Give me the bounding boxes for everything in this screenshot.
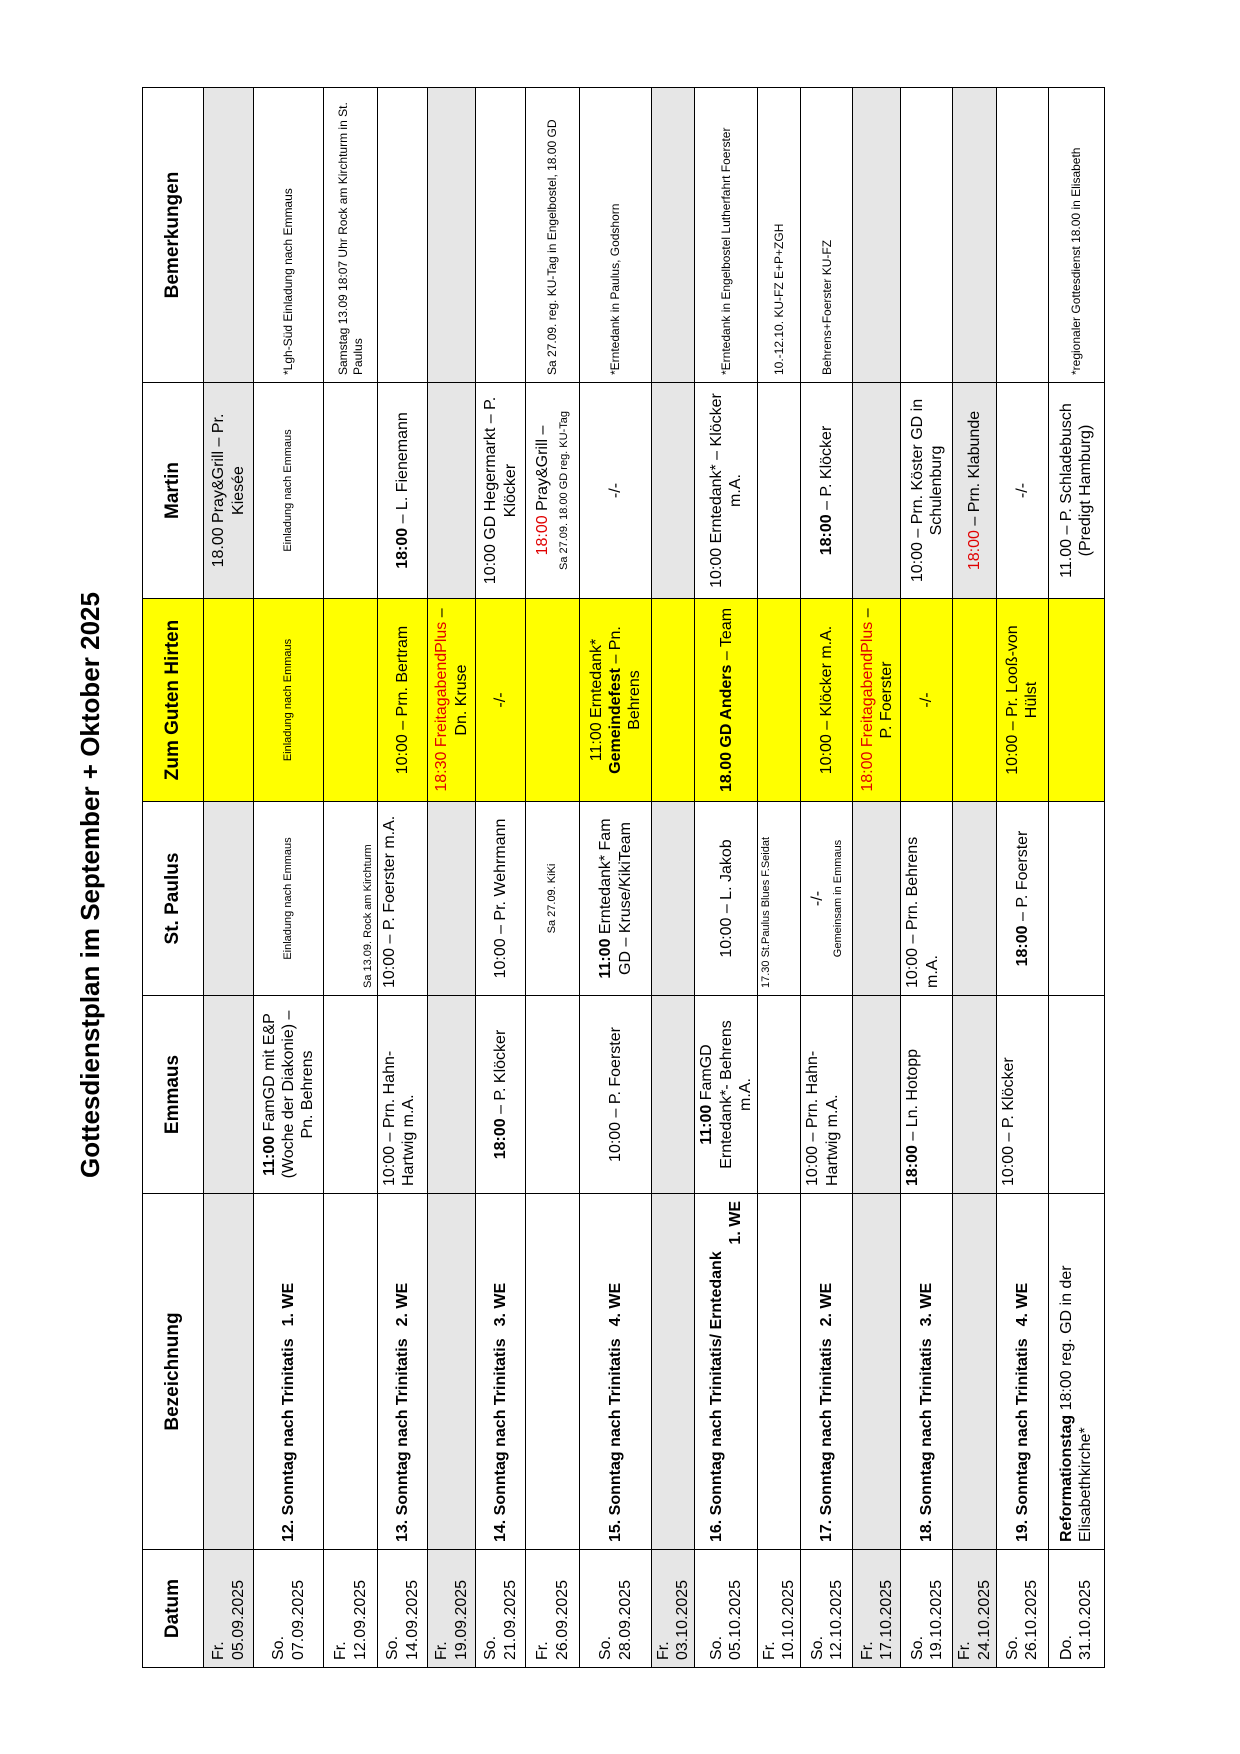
table-row [652, 88, 695, 1668]
date-cell: So. 14.09.2025 [378, 1550, 428, 1668]
note-cell: 10.-12.10. KU-FZ E+P+ZGH [757, 88, 800, 383]
we-label: 4. WE [606, 1282, 624, 1327]
martin-cell: 10:00 Erntedank* – Klöcker m.A. [695, 383, 758, 599]
bezeichnung-cell [953, 1194, 996, 1550]
emmaus-cell [254, 996, 324, 1194]
hirten-cell [526, 599, 580, 802]
note-cell [853, 88, 901, 383]
emmaus-cell: 10:00 – P. Foerster [580, 996, 652, 1194]
note-cell [204, 88, 254, 383]
emmaus-time: 18:00 [491, 1118, 509, 1160]
emmaus-time: 18:00 [904, 1145, 922, 1186]
note-cell [476, 88, 526, 383]
paulus-cell [428, 802, 476, 996]
note-cell: Samstag 13.09 18:07 Uhr Rock am Kirchturm in St. Paulus [324, 88, 378, 383]
paulus-cell: 10:00 – Prn. Behrens m.A. [901, 802, 953, 996]
bezeichnung-cell [901, 1194, 953, 1550]
note-cell: *Erntedank in Paulus, Godshorn [580, 88, 652, 383]
martin-text: – Prn. Klabunde [965, 410, 983, 531]
hirten-cell [757, 599, 800, 802]
service-name: 13. Sonntag nach Trinitatis [393, 1338, 411, 1542]
table-row [901, 88, 953, 1668]
date-cell: Fr. 24.10.2025 [953, 1550, 996, 1668]
date-cell: So. 21.09.2025 [476, 1550, 526, 1668]
martin-cell: 18.00 Pray&Grill – Pr. Kiesée [204, 383, 254, 599]
hirten-cell [1048, 599, 1104, 802]
martin-cell: 11.00 – P. Schladebusch (Predigt Hamburg) [1048, 383, 1104, 599]
page-title: Gottesdienstplan im September + Oktober 2025 [75, 592, 105, 1178]
we-label: 3. WE [918, 1282, 936, 1327]
hirten-line1: 11:00 Erntedank* [587, 638, 605, 762]
emmaus-cell [428, 996, 476, 1194]
date-cell: Fr. 05.09.2025 [204, 1550, 254, 1668]
emmaus-cell [853, 996, 901, 1194]
emmaus-time: 11:00 [260, 1135, 278, 1176]
we-label: 4. WE [1013, 1282, 1031, 1327]
martin-cell [428, 383, 476, 599]
schedule-table [142, 87, 1105, 1668]
header-emmaus: Emmaus [143, 996, 204, 1194]
hirten-red-text: 18:30 FreitagabendPlus [433, 621, 451, 792]
paulus-text: -/- [808, 890, 826, 907]
bezeichnung-cell [580, 1194, 652, 1550]
paulus-cell [580, 802, 652, 996]
we-label: 2. WE [393, 1282, 411, 1327]
emmaus-cell: 10:00 – Prn. Hahn-Hartwig m.A. [378, 996, 428, 1194]
martin-text: – P. Klöcker [818, 425, 836, 515]
paulus-cell [801, 802, 853, 996]
martin-cell: -/- [996, 383, 1048, 599]
hirten-cell [652, 599, 695, 802]
date-cell: Fr. 03.10.2025 [652, 1550, 695, 1668]
date-cell: So. 12.10.2025 [801, 1550, 853, 1668]
emmaus-time: 11:00 [698, 1104, 716, 1145]
date-cell: Fr. 12.09.2025 [324, 1550, 378, 1668]
bezeichnung-cell [652, 1194, 695, 1550]
table-row [853, 88, 901, 1668]
we-label: 3. WE [491, 1282, 509, 1327]
martin-red-text: 18:00 [534, 515, 552, 556]
martin-small-text: Sa 27.09. 18.00 GD reg. KU-Tag [557, 411, 570, 570]
table-row [801, 88, 853, 1668]
emmaus-cell [901, 996, 953, 1194]
hirten-bold-text: 18.00 GD Anders [717, 664, 735, 793]
bezeichnung-extra: 18:00 reg. GD in der Elisabethkirche* [1058, 1265, 1095, 1542]
note-cell [996, 88, 1048, 383]
note-cell: *regionaler Gottesdienst 18.00 in Elisabeth [1048, 88, 1104, 383]
schedule-sheet [142, 88, 1095, 1668]
martin-time: 18:00 [818, 514, 836, 556]
table-row [428, 88, 476, 1668]
bezeichnung-cell [757, 1194, 800, 1550]
martin-text: Pray&Grill – [534, 425, 552, 516]
we-label: 2. WE [818, 1282, 836, 1327]
paulus-text: – P. Foerster [1013, 830, 1031, 926]
emmaus-cell [526, 996, 580, 1194]
service-name: 14. Sonntag nach Trinitatis [491, 1338, 509, 1542]
service-name: 15. Sonntag nach Trinitatis [606, 1338, 624, 1542]
hirten-cell: -/- [476, 599, 526, 802]
service-name: 18. Sonntag nach Trinitatis [918, 1338, 936, 1542]
note-cell [953, 88, 996, 383]
table-row [757, 88, 800, 1668]
paulus-cell: 10:00 – P. Foerster m.A. [378, 802, 428, 996]
martin-cell: Einladung nach Emmaus [254, 383, 324, 599]
table-row [580, 88, 652, 1668]
table-row [1048, 88, 1104, 1668]
paulus-text: Erntedank* Fam GD – Kruse/KikiTeam [597, 818, 634, 975]
emmaus-text: – P. Klöcker [491, 1029, 509, 1119]
emmaus-cell: 10:00 – P. Klöcker [996, 996, 1048, 1194]
note-cell: Behrens+Foerster KU-FZ [801, 88, 853, 383]
hirten-text: – Dn. Kruse [433, 608, 470, 736]
service-name: 12. Sonntag nach Trinitatis [279, 1338, 297, 1542]
note-cell: *Erntedank in Engelbostel Lutherfahrt Foerster [695, 88, 758, 383]
table-row [378, 88, 428, 1668]
martin-cell: 10:00 GD Hegermarkt – P. Klöcker [476, 383, 526, 599]
emmaus-cell [953, 996, 996, 1194]
martin-cell [378, 383, 428, 599]
hirten-cell [204, 599, 254, 802]
table-row [476, 88, 526, 1668]
note-cell: *Lgh-Süd Einladung nach Emmaus [254, 88, 324, 383]
emmaus-cell [695, 996, 758, 1194]
paulus-cell [996, 802, 1048, 996]
martin-cell [324, 383, 378, 599]
martin-time: 18:00 [393, 527, 411, 569]
hirten-text: – P. Foerster [858, 608, 895, 739]
paulus-cell [853, 802, 901, 996]
bezeichnung-cell [801, 1194, 853, 1550]
service-name: Reformationstag [1058, 1414, 1075, 1542]
bezeichnung-cell [378, 1194, 428, 1550]
paulus-cell: Sa 27.09. KiKi [526, 802, 580, 996]
table-row [695, 88, 758, 1668]
bezeichnung-cell [204, 1194, 254, 1550]
date-cell: So. 28.09.2025 [580, 1550, 652, 1668]
hirten-cell: 10:00 – Prn. Bertram [378, 599, 428, 802]
header-bemerkungen: Bemerkungen [143, 88, 204, 383]
hirten-bold-text: Gemeindefest [606, 668, 624, 774]
table-row [204, 88, 254, 1668]
martin-cell [801, 383, 853, 599]
hirten-text: – Pn. Behrens [606, 626, 644, 730]
martin-cell [757, 383, 800, 599]
bezeichnung-cell [695, 1194, 758, 1550]
header-zum-guten-hirten: Zum Guten Hirten [143, 599, 204, 802]
paulus-cell: 10:00 – Pr. Wehrmann [476, 802, 526, 996]
martin-cell [652, 383, 695, 599]
header-martin: Martin [143, 383, 204, 599]
table-row [526, 88, 580, 1668]
bezeichnung-cell [853, 1194, 901, 1550]
bezeichnung-cell [526, 1194, 580, 1550]
hirten-cell [853, 599, 901, 802]
emmaus-text: – Ln. Hotopp [904, 1049, 922, 1146]
martin-cell: 10:00 – Prn. Köster GD in Schulenburg [901, 383, 953, 599]
paulus-cell [652, 802, 695, 996]
date-cell: Fr. 19.09.2025 [428, 1550, 476, 1668]
hirten-cell [324, 599, 378, 802]
bezeichnung-cell [254, 1194, 324, 1550]
paulus-cell [204, 802, 254, 996]
table-row [996, 88, 1048, 1668]
date-cell: So. 05.10.2025 [695, 1550, 758, 1668]
note-cell: Sa 27.09. reg. KU-Tag in Engelbostel, 18.00 GD [526, 88, 580, 383]
bezeichnung-cell [1048, 1194, 1104, 1550]
date-cell: So. 26.10.2025 [996, 1550, 1048, 1668]
emmaus-cell [204, 996, 254, 1194]
date-cell: Do. 31.10.2025 [1048, 1550, 1104, 1668]
hirten-cell [428, 599, 476, 802]
table-row [324, 88, 378, 1668]
martin-cell: -/- [580, 383, 652, 599]
header-bezeichnung: Bezeichnung [143, 1194, 204, 1550]
hirten-cell: -/- [901, 599, 953, 802]
note-cell [901, 88, 953, 383]
emmaus-text: FamGD Erntedank*- Behrens m.A. [698, 1020, 754, 1169]
emmaus-cell [1048, 996, 1104, 1194]
table-row [953, 88, 996, 1668]
emmaus-cell: 10:00 – Prn. Hahn-Hartwig m.A. [801, 996, 853, 1194]
paulus-cell: 17.30 St.Paulus Blues F.Seidat [757, 802, 800, 996]
note-cell [378, 88, 428, 383]
bezeichnung-cell [324, 1194, 378, 1550]
martin-cell [853, 383, 901, 599]
paulus-cell: Einladung nach Emmaus [254, 802, 324, 996]
service-name: 19. Sonntag nach Trinitatis [1013, 1338, 1031, 1542]
bezeichnung-cell [428, 1194, 476, 1550]
service-name: 17. Sonntag nach Trinitatis [818, 1338, 836, 1542]
martin-red-text: 18:00 [965, 530, 983, 571]
table-row [254, 88, 324, 1668]
bezeichnung-cell [476, 1194, 526, 1550]
paulus-cell [1048, 802, 1104, 996]
emmaus-cell [476, 996, 526, 1194]
note-cell [652, 88, 695, 383]
martin-cell [953, 383, 996, 599]
header-row [143, 88, 204, 1668]
hirten-red-text: 18:00 FreitagabendPlus [858, 621, 876, 792]
martin-cell [526, 383, 580, 599]
header-datum: Datum [143, 1550, 204, 1668]
bezeichnung-cell [996, 1194, 1048, 1550]
hirten-cell: Einladung nach Emmaus [254, 599, 324, 802]
paulus-cell [953, 802, 996, 996]
paulus-time: 11:00 [597, 938, 615, 979]
paulus-small-text: Gemeinsam in Emmaus [831, 839, 844, 958]
hirten-text: – Team [717, 607, 735, 665]
hirten-cell [695, 599, 758, 802]
hirten-cell [953, 599, 996, 802]
emmaus-cell [757, 996, 800, 1194]
note-cell [428, 88, 476, 383]
we-label: 1. WE [727, 1201, 745, 1245]
date-cell: Fr. 26.09.2025 [526, 1550, 580, 1668]
hirten-cell: 10:00 – Klöcker m.A. [801, 599, 853, 802]
paulus-cell: Sa 13.09. Rock am Kirchturm [324, 802, 378, 996]
emmaus-text: FamGD mit E&P (Woche der Diakonie) – Pn. Behrens [260, 1010, 317, 1179]
date-cell: So. 19.10.2025 [901, 1550, 953, 1668]
we-label: 1. WE [279, 1282, 297, 1327]
date-cell: Fr. 10.10.2025 [757, 1550, 800, 1668]
emmaus-cell [324, 996, 378, 1194]
date-cell: Fr. 17.10.2025 [853, 1550, 901, 1668]
paulus-time: 18:00 [1013, 925, 1031, 967]
hirten-cell [580, 599, 652, 802]
martin-text: – L. Fienemann [393, 412, 411, 528]
emmaus-cell [652, 996, 695, 1194]
paulus-cell: 10:00 – L. Jakob [695, 802, 758, 996]
hirten-cell: 10:00 – Pr. Looß-von Hülst [996, 599, 1048, 802]
header-st-paulus: St. Paulus [143, 802, 204, 996]
date-cell: So. 07.09.2025 [254, 1550, 324, 1668]
service-name: 16. Sonntag nach Trinitatis/ Erntedank [707, 1251, 725, 1542]
